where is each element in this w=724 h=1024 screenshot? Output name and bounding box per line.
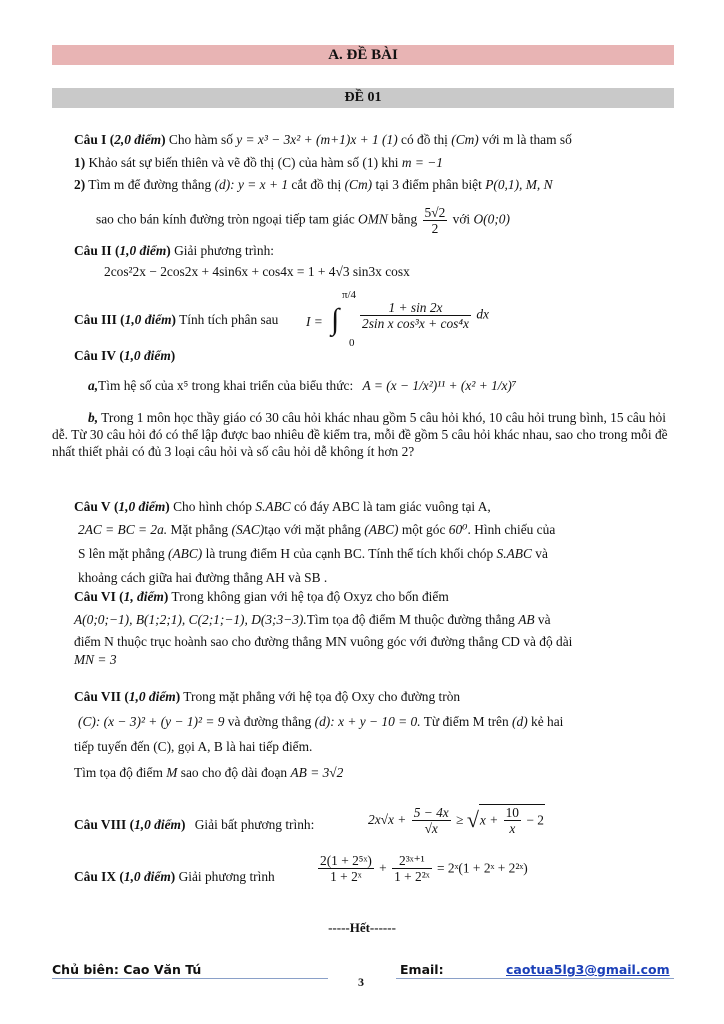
- end-marker: -----Hết------: [328, 920, 396, 935]
- fraction-denominator: 1 + 2²ˣ: [394, 869, 430, 884]
- lower-limit: 0: [349, 337, 355, 349]
- question-1-line: Câu I (2,0 điểm) Cho hàm số y = x³ − 3x² + (m+1)x + 1 (1) có đồ thị (Cm) với m là tham số: [74, 132, 572, 147]
- question-7-line-3: [74, 739, 312, 755]
- text: . Hình chiếu của: [467, 522, 556, 537]
- integrand: [358, 300, 489, 331]
- equation-fraction-1: [318, 853, 374, 884]
- exam-title: ĐỀ 01: [344, 90, 382, 105]
- sqrt-sign: √: [466, 807, 479, 832]
- question-3-line: Câu III (1,0 điểm) Tính tích phân sau: [74, 312, 279, 327]
- question-1-score: 2,0 điểm: [114, 132, 162, 147]
- length-condition: MN = 3: [74, 652, 117, 667]
- question-3-score: 1,0 điểm: [124, 312, 172, 327]
- question-5-score: 1,0 điểm: [118, 499, 166, 514]
- footer-rule-right: [396, 978, 674, 979]
- radius-fraction: [423, 205, 448, 236]
- inequality-fraction: [412, 805, 451, 836]
- text: kẻ hai: [531, 714, 564, 729]
- question-4-label: Câu IV: [74, 348, 117, 363]
- part-text: Tìm hệ số của x⁵ trong khai triển của biểu thức:: [98, 378, 354, 393]
- question-1-tail: với m là tham số: [482, 132, 572, 147]
- question-2-intro: Giải phương trình:: [174, 243, 275, 258]
- question-4-line: Câu IV (1,0 điểm): [74, 348, 176, 363]
- question-5-line-2: [78, 522, 555, 538]
- question-1-mid: có đồ thị: [401, 132, 448, 147]
- radicand: [479, 804, 545, 836]
- length-condition: AB = 3√2: [290, 765, 344, 780]
- question-6-line-2: [74, 612, 551, 628]
- points: P(0,1), M, N: [485, 177, 553, 192]
- question-8-label: Câu VIII: [74, 817, 127, 832]
- text: tiếp tuyến đến (C), gọi A, B là hai tiếp điểm.: [74, 739, 313, 754]
- line-d: (d): [512, 714, 528, 729]
- fraction-denominator: 2sin x cos³x + cos⁴x: [362, 316, 469, 331]
- text: Trong không gian với hệ tọa độ Oxyz cho bốn điểm: [171, 589, 449, 604]
- integrand-fraction: [360, 300, 471, 331]
- fraction-denominator: x: [509, 821, 516, 836]
- part-condition: m = −1: [401, 155, 443, 170]
- inequality-lhs: 2x√x +: [368, 812, 407, 827]
- fraction-numerator: 2³ˣ⁺¹: [392, 853, 432, 869]
- line-equation: (d): x + y − 10 = 0.: [314, 714, 421, 729]
- integral-lower-limit: [349, 335, 355, 351]
- text: và: [537, 612, 551, 627]
- footer-rule-left: [52, 978, 328, 979]
- question-7-line-2: [78, 714, 563, 730]
- part-text: tại 3 điểm phân biệt: [375, 177, 482, 192]
- line-ab: AB: [518, 612, 535, 627]
- question-7-score: 1,0 điểm: [128, 689, 176, 704]
- part-number: 1): [74, 155, 86, 170]
- origin-point: O(0;0): [473, 211, 510, 227]
- relation: 2AC = BC = 2a.: [78, 522, 168, 537]
- fraction-numerator: 5 − 4x: [413, 804, 449, 820]
- part-text: cắt đồ thị: [291, 177, 342, 192]
- question-9-line: Câu IX (1,0 điểm) Giải phương trình: [74, 869, 275, 884]
- plane-abc: (ABC): [364, 522, 399, 537]
- question-8-inequality: [368, 804, 545, 836]
- part-text: bằng: [391, 211, 418, 227]
- question-6-score: 1, điểm: [123, 589, 164, 604]
- page-number: 3: [358, 975, 364, 989]
- fraction-denominator: 1 + 2ˣ: [330, 869, 362, 884]
- text: Tìm tọa độ điểm M thuộc đường thẳng: [306, 612, 515, 627]
- plane-sac: (SAC): [231, 522, 265, 537]
- text: sao cho độ dài đoạn: [180, 765, 288, 780]
- question-8-score: 1,0 điểm: [134, 817, 181, 832]
- part-text: sao cho bán kính đường tròn ngoại tiếp tam giác: [96, 211, 355, 227]
- question-1-function: y = x³ − 3x² + (m+1)x + 1 (1): [236, 132, 398, 147]
- point-m: M: [166, 765, 178, 780]
- part-text: Tìm m để đường thẳng: [88, 177, 212, 192]
- graph-name: (Cm): [344, 177, 373, 192]
- equation-fraction-2: [392, 853, 432, 884]
- fraction-denominator: 2: [431, 221, 439, 236]
- question-1-part-2-cont: [96, 205, 510, 236]
- footer-email-link[interactable]: caotua5lg3@gmail.com: [506, 962, 670, 977]
- radicand-part: − 2: [526, 812, 544, 828]
- footer-editor: Chủ biên: Cao Văn Tú: [52, 962, 202, 977]
- question-4-part-b: [52, 409, 674, 460]
- fraction-numerator: 1 + sin 2x: [360, 300, 471, 316]
- differential: dx: [476, 306, 489, 322]
- question-5-label: Câu V: [74, 499, 111, 514]
- part-text: Trong 1 môn học thầy giáo có 30 câu hỏi khác nhau gồm 5 câu hỏi khó, 10 câu hỏi trung bình, 15 câu hỏi dễ. Từ 30 câu hỏi đó có thể lập được bao nhiêu đề kiểm tra, mỗi đề gồm 5 câu hỏi khác nhau, sao cho trong mỗi đề nhất thiết phải có đủ 3 loại câu hỏi và số câu hỏi dễ không ít hơn 2?: [52, 410, 668, 459]
- pyramid-name: S.ABC: [496, 546, 532, 561]
- equation-rhs: = 2ˣ(1 + 2ˣ + 2²ˣ): [436, 860, 528, 876]
- footer-email-label: Email:: [400, 962, 444, 977]
- question-2-equation: [104, 264, 410, 280]
- text: S lên mặt phẳng: [78, 546, 165, 561]
- question-2-label: Câu II: [74, 243, 112, 258]
- question-6-line-4: [74, 652, 117, 668]
- question-6-line-1: Câu VI (1, điểm) Trong không gian với hệ tọa độ Oxyz cho bốn điểm: [74, 589, 449, 604]
- question-9-score: 1,0 điểm: [123, 869, 171, 884]
- question-6-label: Câu VI: [74, 589, 116, 604]
- upper-limit: π/4: [341, 289, 357, 301]
- part-label: a,: [88, 378, 99, 393]
- text: tạo với mặt phẳng: [264, 522, 361, 537]
- equation: 2cos²2x − 2cos2x + 4sin6x + cos4x = 1 + 4√3 sin3x cosx: [104, 264, 410, 279]
- question-7-label: Câu VII: [74, 689, 122, 704]
- triangle-name: OMN: [358, 211, 388, 227]
- text: Mặt phẳng: [170, 522, 229, 537]
- fraction-numerator: 5√2: [424, 205, 446, 220]
- radicand-fraction: [504, 805, 521, 836]
- question-7-line-4: [74, 765, 343, 781]
- plus-sign: +: [379, 860, 387, 876]
- plane-abc: (ABC): [168, 546, 203, 561]
- text: Trong mặt phẳng với hệ tọa độ Oxy cho đường tròn: [183, 689, 461, 704]
- question-1-label: Câu I: [74, 132, 107, 147]
- question-9-intro: Giải phương trình: [178, 869, 275, 884]
- expansion-formula: A = (x − 1/x²)¹¹ + (x² + 1/x)⁷: [362, 378, 517, 393]
- text: khoảng cách giữa hai đường thẳng AH và SB .: [78, 570, 328, 585]
- question-5-line-4: [78, 570, 327, 586]
- section-title: A. ĐỀ BÀI: [328, 47, 398, 63]
- text: Cho hình chóp: [173, 499, 252, 514]
- part-number: 2): [74, 177, 86, 192]
- question-1-intro: Cho hàm số: [168, 132, 233, 147]
- question-5-line-1: Câu V (1,0 điểm) Cho hình chóp S.ABC có đáy ABC là tam giác vuông tại A,: [74, 499, 491, 514]
- question-6-line-3: [74, 634, 572, 650]
- question-7-line-1: Câu VII (1,0 điểm) Trong mặt phẳng với hệ tọa độ Oxy cho đường tròn: [74, 689, 461, 704]
- question-2-score: 1,0 điểm: [119, 243, 167, 258]
- question-8-intro: Giải bất phương trình:: [194, 817, 315, 832]
- question-1-part-1: [74, 155, 443, 171]
- part-label: b,: [88, 410, 99, 425]
- text: Tìm tọa độ điểm: [74, 765, 163, 780]
- part-text: với: [452, 211, 471, 227]
- question-3-label: Câu III: [74, 312, 117, 327]
- text: một góc: [401, 522, 446, 537]
- question-3-intro: Tính tích phân sau: [179, 312, 279, 327]
- question-8-line: Câu VIII (1,0 điểm) Giải bất phương trình:: [74, 817, 315, 832]
- text: là trung điểm H của cạnh BC. Tính thể tích khối chóp: [205, 546, 494, 561]
- section-header: [52, 45, 674, 65]
- text: Từ điểm M trên: [423, 714, 509, 729]
- angle: 60⁰: [448, 522, 468, 537]
- text: điểm N thuộc trục hoành sao cho đường thẳng MN vuông góc với đường thẳng CD và độ dài: [74, 634, 573, 649]
- question-9-equation: [316, 853, 528, 884]
- fraction-denominator: √x: [424, 820, 438, 836]
- question-2-line: Câu II (1,0 điểm) Giải phương trình:: [74, 243, 275, 258]
- question-9-label: Câu IX: [74, 869, 117, 884]
- points: A(0;0;−1), B(1;2;1), C(2;1;−1), D(3;3−3).: [74, 612, 307, 627]
- question-4-part-a: [88, 378, 517, 394]
- text: và: [535, 546, 548, 561]
- integral-sign: ∫: [331, 303, 340, 336]
- integral-label: I =: [306, 314, 323, 329]
- fraction-numerator: 10: [505, 805, 519, 820]
- integral-lhs: [306, 314, 323, 330]
- question-1-part-2: [74, 177, 553, 193]
- line-equation: (d): y = x + 1: [214, 177, 289, 192]
- relation-sign: ≥: [456, 812, 464, 827]
- question-5-line-3: [78, 546, 548, 562]
- radicand-part: x +: [479, 812, 499, 828]
- question-4-score: 1,0 điểm: [123, 348, 171, 363]
- question-1-graph: (Cm): [451, 132, 479, 147]
- pyramid-name: S.ABC: [255, 499, 291, 514]
- text: và đường thẳng: [227, 714, 312, 729]
- fraction-numerator: 2(1 + 2⁵ˣ): [320, 853, 372, 868]
- circle-equation: (C): (x − 3)² + (y − 1)² = 9: [78, 714, 225, 729]
- exam-header: [52, 88, 674, 108]
- part-text: Khảo sát sự biến thiên và vẽ đồ thị (C) của hàm số (1) khi: [88, 155, 399, 170]
- text: có đáy ABC là tam giác vuông tại A,: [294, 499, 491, 514]
